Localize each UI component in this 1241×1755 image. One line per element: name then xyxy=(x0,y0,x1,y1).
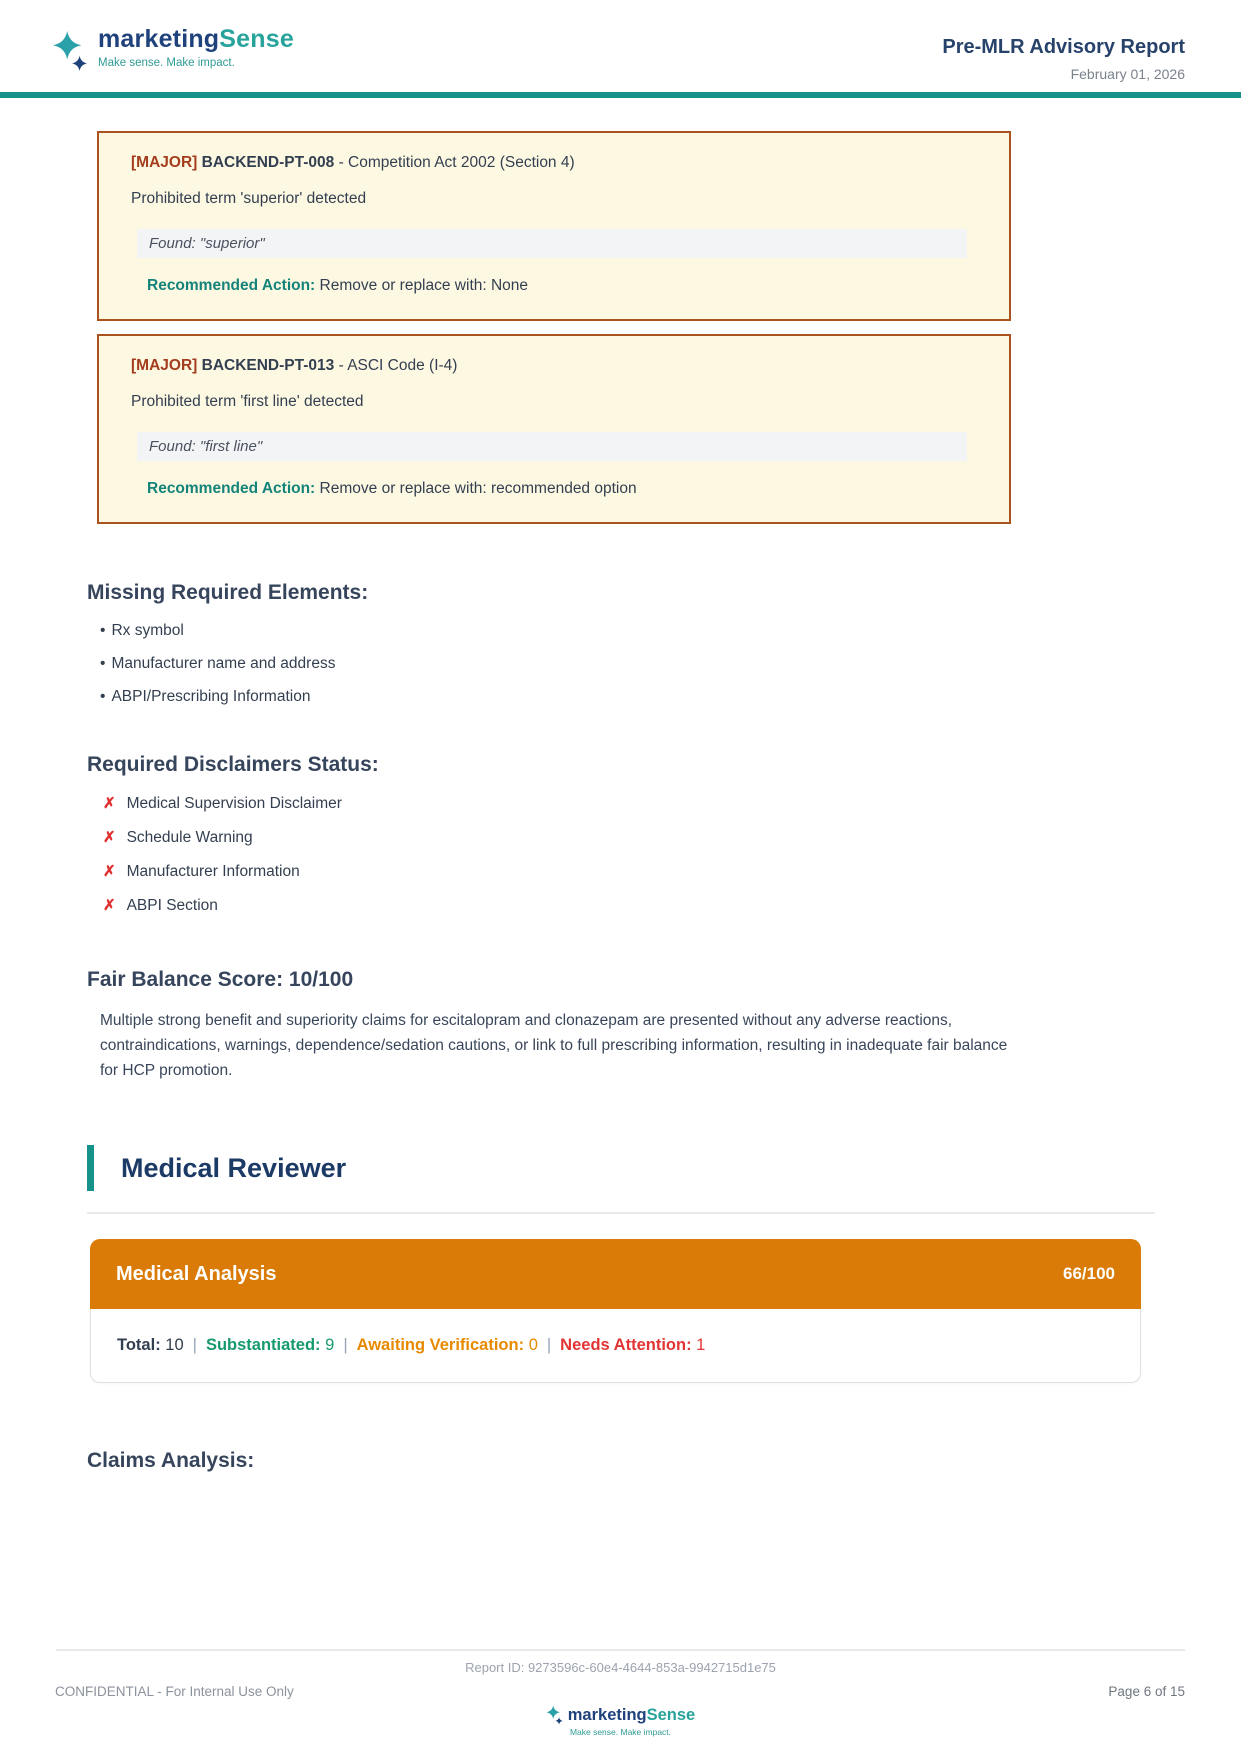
list-item-label: Manufacturer name and address xyxy=(111,655,336,672)
finding-description: Prohibited term 'superior' detected xyxy=(131,190,367,207)
footer-logo-row xyxy=(546,1705,695,1725)
finding-code: BACKEND-PT-013 xyxy=(201,357,335,374)
stat-separator: | xyxy=(343,1336,348,1355)
recommended-action-label: Recommended Action: xyxy=(147,480,316,497)
brand-name xyxy=(98,26,294,54)
list-item xyxy=(100,655,1241,673)
stat-substantiated-label: Substantiated: xyxy=(205,1336,321,1355)
x-mark-icon: ✗ xyxy=(103,829,116,846)
stat-separator: | xyxy=(192,1336,197,1355)
finding-box xyxy=(97,131,1011,321)
analysis-card-header xyxy=(90,1239,1141,1309)
stat-awaiting-label: Awaiting Verification: xyxy=(356,1336,525,1355)
disclaimer-label: ABPI Section xyxy=(126,897,218,914)
disclaimer-label: Schedule Warning xyxy=(126,829,253,846)
stat-needs-attention xyxy=(560,1336,705,1354)
list-item-label: Rx symbol xyxy=(111,622,184,639)
recommended-action xyxy=(147,480,967,498)
footer-logo xyxy=(0,1705,1241,1737)
disclaimer-item xyxy=(103,828,1241,847)
stat-separator: | xyxy=(546,1336,552,1355)
analysis-card-title: Medical Analysis xyxy=(116,1262,277,1285)
stat-needs-attention-label: Needs Attention: xyxy=(560,1336,692,1355)
medical-reviewer-section-header xyxy=(87,1145,1241,1191)
page-footer xyxy=(0,1649,1241,1755)
x-mark-icon: ✗ xyxy=(103,897,116,914)
disclaimers-list xyxy=(103,794,1241,915)
fair-balance-text: Multiple strong benefit and superiority claims for escitalopram and clonazepam are presented without any adverse reactions, contraindications, warnings, dependence/sedation cautions, or link to full prescribing information, resulting in inadequate fair balance for HCP promotion. xyxy=(100,1012,1008,1080)
recommended-action xyxy=(147,277,967,295)
report-date: February 01, 2026 xyxy=(1070,66,1185,82)
finding-code: BACKEND-PT-008 xyxy=(201,154,335,171)
stat-awaiting xyxy=(357,1336,538,1354)
found-snippet: Found: "superior" xyxy=(137,229,967,258)
medical-analysis-card xyxy=(90,1239,1141,1383)
sparkle-icon xyxy=(52,30,90,72)
finding-severity: [MAJOR] xyxy=(131,154,198,171)
brand-second: Sense xyxy=(646,1705,696,1724)
stat-total-value: 10 xyxy=(165,1336,184,1355)
brand-logo xyxy=(52,26,294,72)
bullet-icon: • xyxy=(100,688,106,705)
bullet-icon: • xyxy=(100,622,106,639)
header-title-block xyxy=(942,36,1185,82)
disclaimer-item xyxy=(103,862,1241,881)
analysis-card-score: 66/100 xyxy=(1063,1264,1115,1284)
disclaimer-label: Manufacturer Information xyxy=(126,863,300,880)
fair-balance-heading: Fair Balance Score: 10/100 xyxy=(87,968,354,991)
brand-second: Sense xyxy=(219,25,294,53)
disclaimers-heading: Required Disclaimers Status: xyxy=(87,753,379,776)
list-item xyxy=(100,688,1241,706)
stat-substantiated-value: 9 xyxy=(325,1336,335,1355)
brand-tagline: Make sense. Make impact. xyxy=(98,56,235,69)
finding-title xyxy=(131,154,967,172)
brand-first: marketing xyxy=(567,1705,647,1724)
report-id: Report ID: 9273596c-60e4-4644-853a-9942715d1e75 xyxy=(465,1660,776,1675)
disclaimer-label: Medical Supervision Disclaimer xyxy=(126,795,342,812)
page-number: Page 6 of 15 xyxy=(1108,1684,1185,1699)
disclaimer-item xyxy=(103,794,1241,813)
missing-elements-heading: Missing Required Elements: xyxy=(87,581,369,604)
footer-divider xyxy=(56,1649,1185,1651)
footer-row xyxy=(55,1684,1185,1699)
stat-substantiated xyxy=(206,1336,334,1354)
recommended-action-label: Recommended Action: xyxy=(147,277,316,294)
analysis-card-body xyxy=(90,1309,1141,1383)
stat-total xyxy=(117,1336,184,1354)
x-mark-icon: ✗ xyxy=(103,795,116,812)
stat-total-label: Total: xyxy=(117,1336,161,1355)
bullet-icon: • xyxy=(100,655,106,672)
page-header xyxy=(0,0,1241,98)
finding-description: Prohibited term 'first line' detected xyxy=(131,393,364,410)
claims-analysis-heading: Claims Analysis: xyxy=(87,1449,255,1473)
missing-elements-list xyxy=(100,622,1241,706)
report-title: Pre-MLR Advisory Report xyxy=(942,36,1185,58)
footer-brand-tagline: Make sense. Make impact. xyxy=(569,1727,672,1737)
brand-first: marketing xyxy=(98,25,220,53)
finding-title xyxy=(131,357,967,375)
finding-severity: [MAJOR] xyxy=(131,357,198,374)
finding-rule: - ASCI Code (I-4) xyxy=(338,357,458,374)
stat-awaiting-value: 0 xyxy=(528,1336,538,1355)
stat-needs-attention-value: 1 xyxy=(696,1336,706,1355)
finding-box xyxy=(97,334,1011,524)
found-snippet: Found: "first line" xyxy=(137,432,967,461)
section-divider xyxy=(87,1212,1155,1214)
sparkle-icon xyxy=(546,1705,564,1725)
x-mark-icon: ✗ xyxy=(103,863,116,880)
recommended-action-text: Remove or replace with: None xyxy=(319,277,529,294)
medical-reviewer-heading: Medical Reviewer xyxy=(121,1152,347,1183)
disclaimer-item xyxy=(103,896,1241,915)
list-item xyxy=(100,622,1241,640)
recommended-action-text: Remove or replace with: recommended option xyxy=(319,480,637,497)
list-item-label: ABPI/Prescribing Information xyxy=(111,688,311,705)
finding-rule: - Competition Act 2002 (Section 4) xyxy=(338,154,575,171)
footer-brand-name xyxy=(568,1706,695,1725)
confidential-notice: CONFIDENTIAL - For Internal Use Only xyxy=(55,1684,294,1699)
brand-text-block xyxy=(98,26,294,69)
accent-bar xyxy=(87,1145,94,1191)
